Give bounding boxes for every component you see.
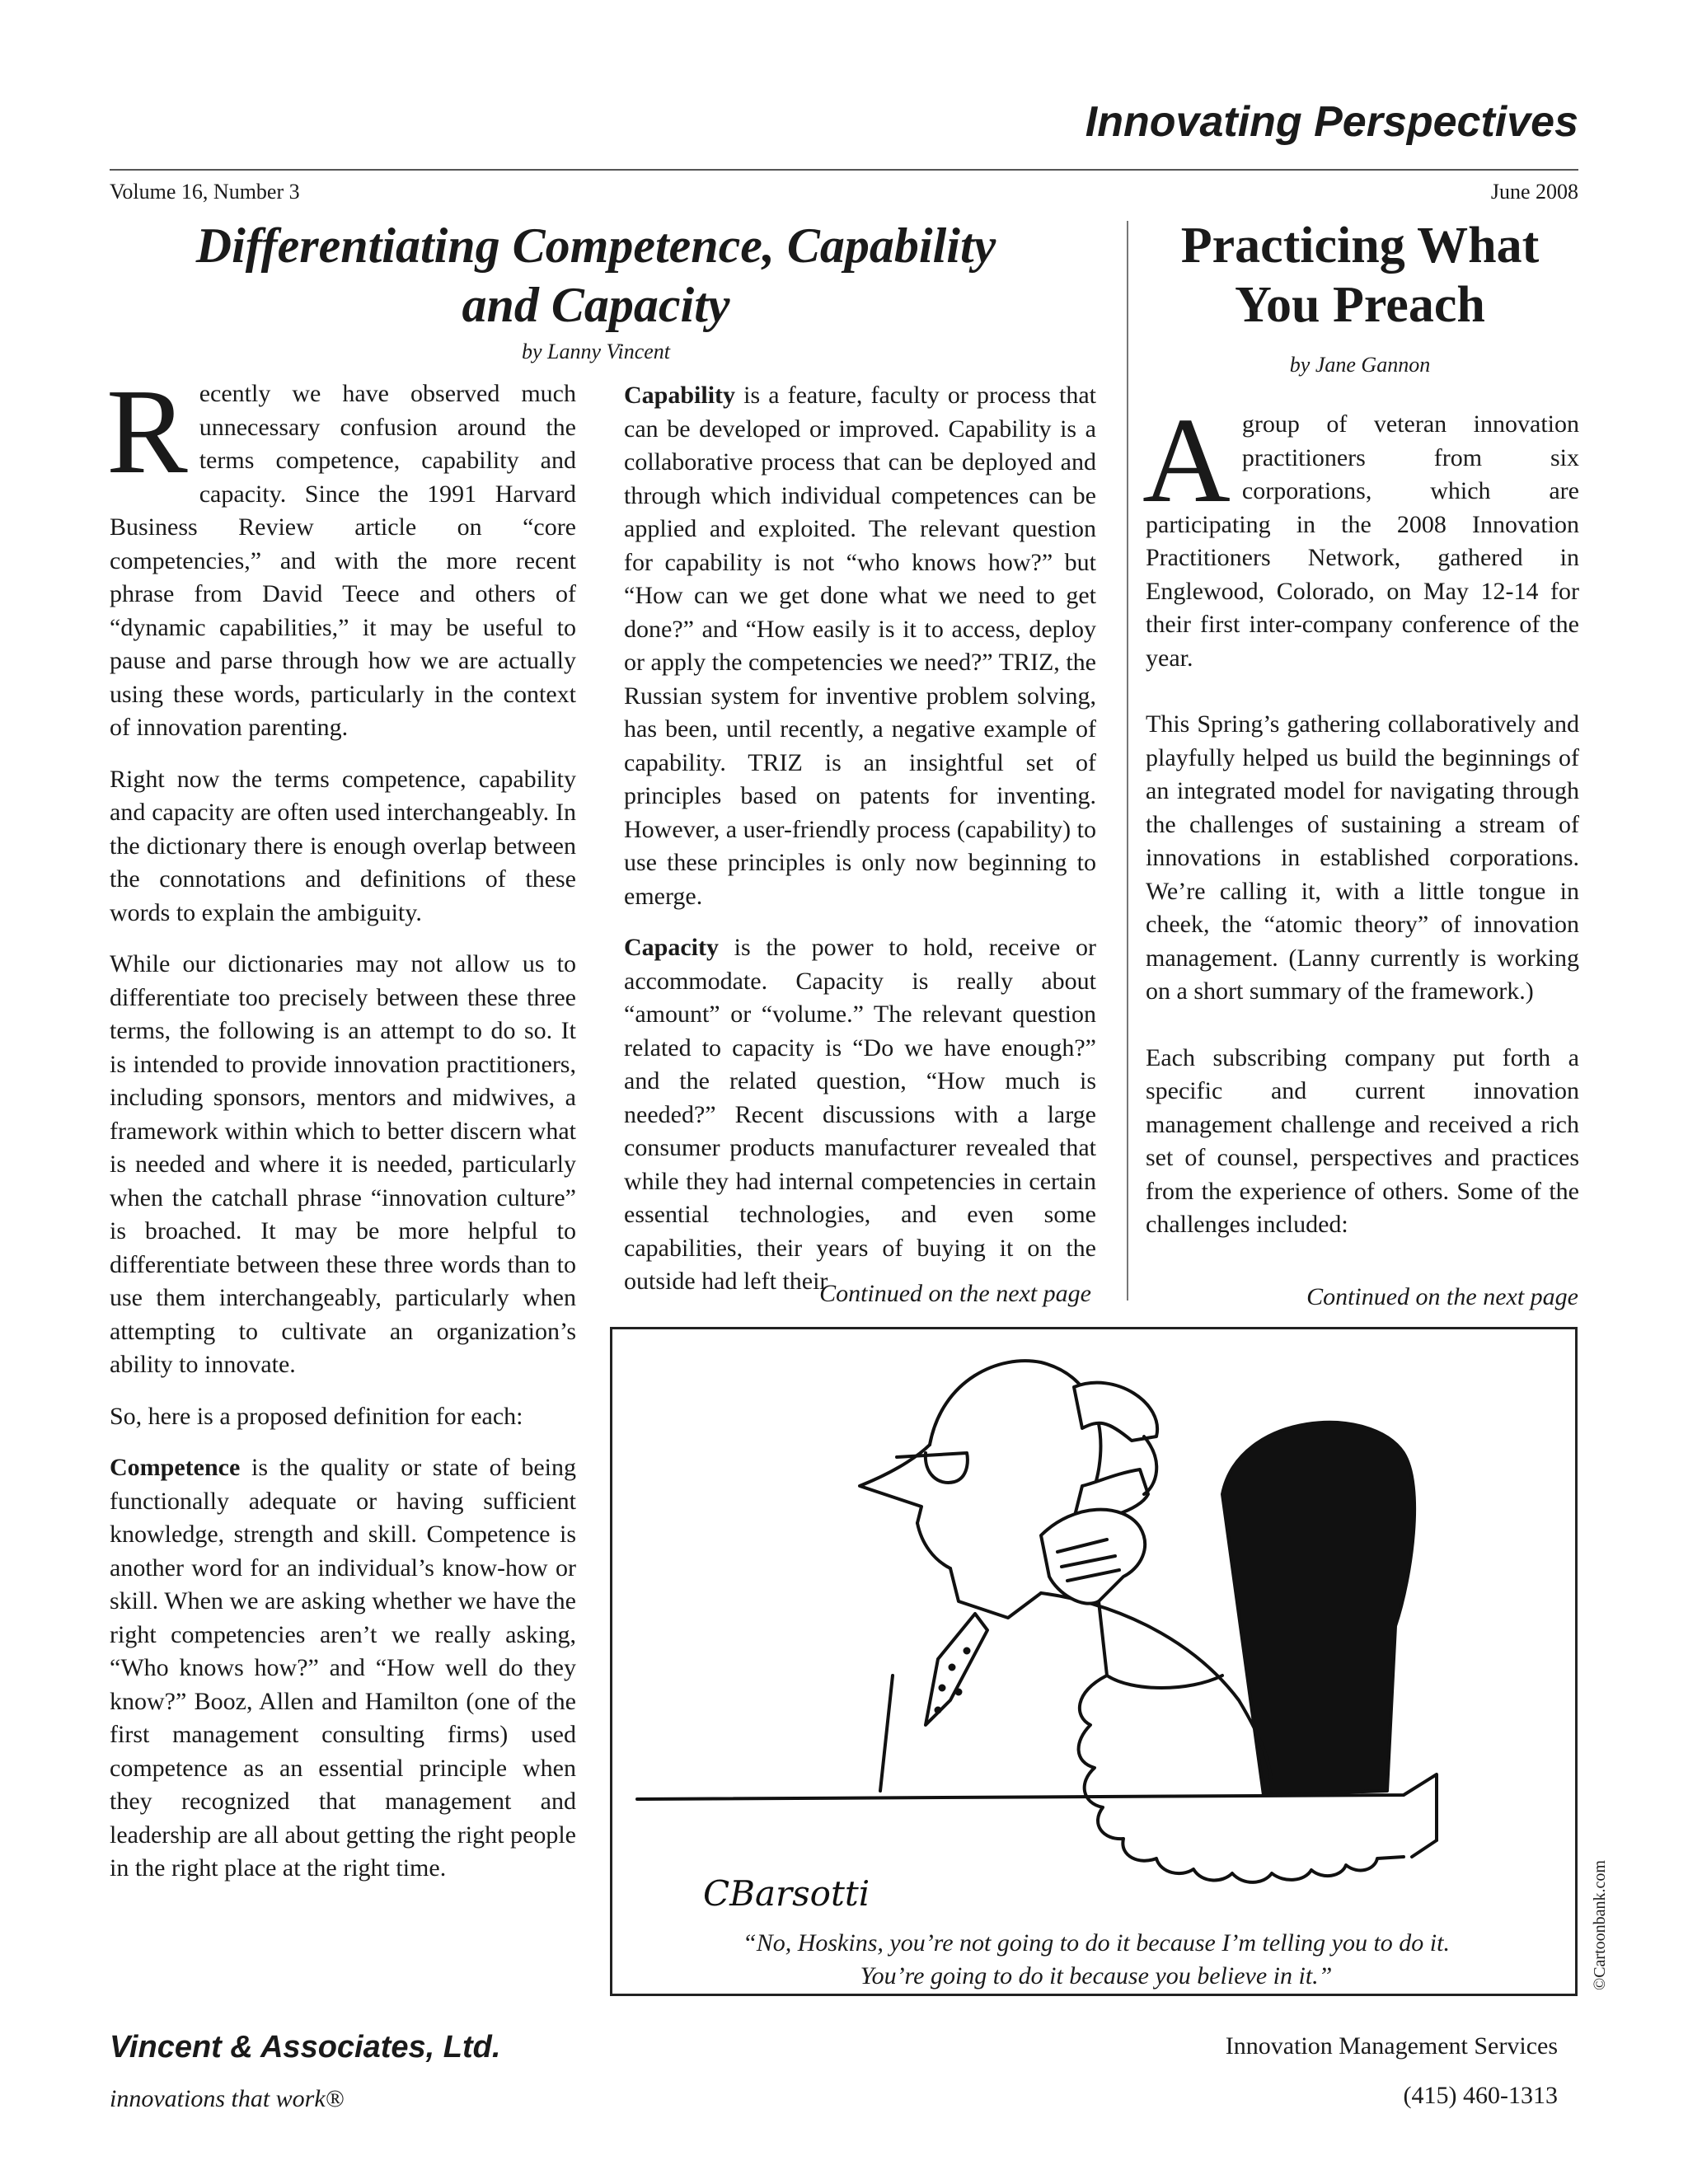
firm-tagline: innovations that work® xyxy=(110,2085,345,2112)
competence-definition xyxy=(110,1451,576,1886)
article2-p1-text: group of veteran innovation practitioners from six corporations, which are participating in the 2008 Innovation Practitioners Network, gathered in Englewood, Colorado, on May 12-14 for their first inter-company conference of the year. xyxy=(1146,410,1579,672)
article1-continued-link[interactable]: Continued on the next page xyxy=(819,1280,1091,1307)
competence-term: Competence xyxy=(110,1454,241,1481)
capability-term: Capability xyxy=(624,382,736,409)
article2-column xyxy=(1142,393,1579,1275)
article2-byline: by Jane Gannon xyxy=(1289,353,1431,377)
article2-continued-link[interactable]: Continued on the next page xyxy=(1306,1283,1578,1310)
cartoonist-signature: CBarsotti xyxy=(703,1873,870,1914)
article2-paragraph: Each subscribing company put forth a specific and current innovation management challenge and received a rich set of counsel, perspectives and practices from the experience of others. Some of the challenges included: xyxy=(1146,1043,1579,1238)
capacity-term: Capacity xyxy=(624,934,719,961)
column-divider xyxy=(1127,221,1128,1301)
article1-title-line1: Differentiating Competence, Capability xyxy=(195,218,996,273)
article1-paragraph xyxy=(106,364,576,745)
issue-number: Volume 16, Number 3 xyxy=(110,180,300,204)
issue-date: June 2008 xyxy=(1490,180,1578,204)
capability-definition xyxy=(624,379,1096,913)
capacity-definition xyxy=(624,931,1096,1299)
article1-paragraph: While our dictionaries may not allow us to differentiate too precisely between these three terms, the following is an attempt to do so. It is intended to provide innovation practitioners, including sponsors, mentors and midwives, a framework within which to better discern what is needed and where it is needed, particularly when the catchall phrase “innovation culture” is broached. It may be more helpful to differentiate between these three words than to use them interchangeably, particularly when attempting to cultivate an organization’s ability to innovate. xyxy=(110,950,576,1378)
cartoon-frame xyxy=(610,1327,1578,1996)
phone-number[interactable]: (415) 460-1313 xyxy=(1403,2082,1558,2109)
article1-p1-text: ecently we have observed much unnecessary confusion around the terms competence, capability and capacity. Since the 1991 Harvard Business Review article on “core competencies,” and with the more recent phrase from David Teece and others of “dynamic capabilities,” it may be useful to pause and parse through how we are actually using these words, particularly in the context of innovation parenting. xyxy=(110,380,576,741)
article2-title-line1: Practicing What xyxy=(1180,218,1540,274)
article1-column2 xyxy=(624,379,1096,1317)
article1-column1 xyxy=(106,364,576,1904)
cartoon-credit: ©Cartoonbank.com xyxy=(1591,1860,1609,1990)
header-rule xyxy=(110,169,1578,171)
caption-line2: You’re going to do it because you believe in it.” xyxy=(860,1962,1333,1990)
article1-dropcap: R xyxy=(106,364,188,499)
article1-paragraph: Right now the terms competence, capability and capacity are often used interchangeably. In the dictionary there is enough overlap between the connotations and definitions of these words to explain the ambiguity. xyxy=(110,765,576,926)
article2-paragraph: This Spring’s gathering collaboratively and playfully helped us build the beginnings of an integrated model for navigating through the challenges of sustaining a stream of innovations in established corporations. We’re calling it, with a little tongue in cheek, the “atomic theory” of innovation management. (Lanny currently is working on a short summary of the framework.) xyxy=(1146,710,1579,1005)
article1-paragraph: So, here is a proposed definition for each: xyxy=(110,1402,523,1430)
article1-title-line2: and Capacity xyxy=(462,278,730,332)
article2-paragraph xyxy=(1142,393,1579,675)
article2-title xyxy=(1137,216,1582,335)
competence-text: is the quality or state of being functionally adequate or having sufficient knowledge, strength and skill. Competence is another word for an individual’s know-how or skill. When we are asking whether we have the right competencies aren’t we really asking, “Who knows how?” and “How well do they know?” Booz, Allen and Hamilton (one of the first management consulting firms) used competence as an essential principle when they recognized that management and leadership are all about getting the right people in the right place at the right time. xyxy=(110,1454,576,1882)
caption-line1: “No, Hoskins, you’re not going to do it because I’m telling you to do it. xyxy=(743,1929,1450,1957)
masthead: Innovating Perspectives xyxy=(1085,98,1578,146)
cartoon-caption xyxy=(612,1927,1580,1993)
firm-name: Vincent & Associates, Ltd. xyxy=(110,2030,501,2064)
capacity-text: is the power to hold, receive or accommodate. Capacity is really about “amount” or “volume.” The relevant question related to capacity is “Do we have enough?” and the related question, “How much is needed?” Recent discussions with a large consumer products manufacturer revealed that while they had internal competencies in certain essential technologies, and even some capabilities, their years of buying it on the outside had left their xyxy=(624,934,1096,1295)
services-label: Innovation Management Services xyxy=(1225,2032,1558,2060)
article1-title xyxy=(110,216,1082,335)
article2-dropcap: A xyxy=(1142,393,1231,528)
article2-title-line2: You Preach xyxy=(1235,277,1485,333)
article1-byline: by Lanny Vincent xyxy=(521,340,671,363)
capability-text: is a feature, faculty or process that can be developed or improved. Capability is a collaborative process that can be deployed and through which individual competences can be applied and exploited. The relevant question for capability is not “who knows how?” but “How can we get done what we need to get done?” and “How easily is it to access, deploy or apply the competencies we need?” TRIZ, the Russian system for inventive problem solving, has been, until recently, a negative example of capability. TRIZ is an insightful set of principles based on patents for inventing. However, a user-friendly process (capability) to use these principles is only now beginning to emerge. xyxy=(624,382,1096,910)
